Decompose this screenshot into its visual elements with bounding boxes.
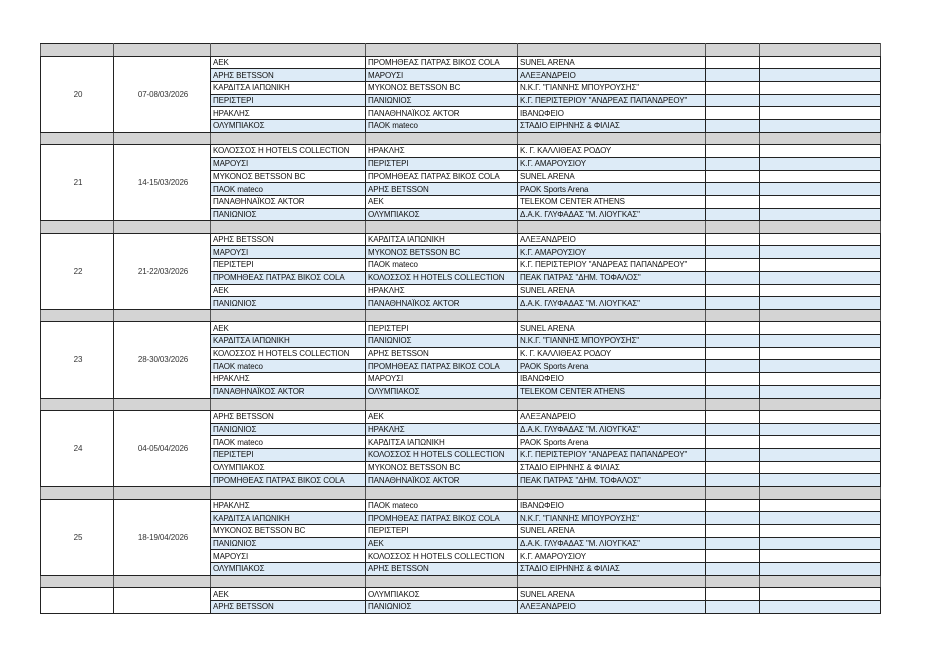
separator-cell [706, 398, 760, 411]
blank-cell [706, 461, 760, 474]
blank-cell [706, 233, 760, 246]
blank-cell [706, 449, 760, 462]
blank-cell [760, 259, 881, 272]
match-row [41, 56, 881, 69]
match-row [41, 588, 881, 601]
separator-row [41, 44, 881, 57]
away-team-cell: ΠΡΟΜΗΘΕΑΣ ΠΑΤΡΑΣ ΒΙΚΟΣ COLA [366, 512, 518, 525]
venue-cell: PAOK Sports Arena [518, 360, 706, 373]
blank-cell [760, 335, 881, 348]
away-team-cell: ΠΑΝΙΩΝΙΟΣ [366, 94, 518, 107]
separator-cell [518, 487, 706, 500]
blank-cell [760, 385, 881, 398]
blank-cell [706, 423, 760, 436]
separator-cell [41, 132, 114, 145]
away-team-cell: ΠΑΟΚ mateco [366, 259, 518, 272]
venue-cell: SUNEL ARENA [518, 56, 706, 69]
home-team-cell: ΠΑΝΑΘΗΝΑΪΚΟΣ AKTOR [211, 385, 366, 398]
blank-cell [760, 145, 881, 158]
home-team-cell: ΠΑΟΚ mateco [211, 360, 366, 373]
venue-cell: Κ.Γ. ΑΜΑΡΟΥΣΙΟΥ [518, 550, 706, 563]
home-team-cell: ΠΑΝΙΩΝΙΟΣ [211, 423, 366, 436]
blank-cell [760, 550, 881, 563]
blank-cell [760, 322, 881, 335]
separator-cell [518, 398, 706, 411]
home-team-cell: ΠΕΡΙΣΤΕΡΙ [211, 449, 366, 462]
blank-cell [760, 588, 881, 601]
venue-cell: PAOK Sports Arena [518, 183, 706, 196]
home-team-cell: ΠΑΝΑΘΗΝΑΪΚΟΣ AKTOR [211, 195, 366, 208]
venue-cell: Κ. Γ. ΚΑΛΛΙΘΕΑΣ ΡΟΔΟΥ [518, 347, 706, 360]
separator-cell [518, 575, 706, 588]
venue-cell: ΑΛΕΞΑΝΔΡΕΙΟ [518, 69, 706, 82]
blank-cell [706, 259, 760, 272]
blank-cell [760, 246, 881, 259]
away-team-cell: ΟΛΥΜΠΙΑΚΟΣ [366, 208, 518, 221]
blank-cell [706, 499, 760, 512]
match-row [41, 233, 881, 246]
blank-cell [760, 563, 881, 576]
blank-cell [760, 284, 881, 297]
venue-cell: ΣΤΑΔΙΟ ΕΙΡΗΝΗΣ & ΦΙΛΙΑΣ [518, 119, 706, 132]
round-number: 24 [41, 411, 114, 487]
venue-cell: Ν.Κ.Γ. "ΓΙΑΝΝΗΣ ΜΠΟΥΡΟΥΣΗΣ" [518, 335, 706, 348]
away-team-cell: ΠΑΝΙΩΝΙΟΣ [366, 600, 518, 613]
separator-cell [41, 309, 114, 322]
home-team-cell: ΑΡΗΣ BETSSON [211, 69, 366, 82]
venue-cell: PAOK Sports Arena [518, 436, 706, 449]
separator-cell [760, 575, 881, 588]
separator-cell [366, 575, 518, 588]
venue-cell: ΠΕΑΚ ΠΑΤΡΑΣ "ΔΗΜ. ΤΟΦΑΛΟΣ" [518, 271, 706, 284]
blank-cell [760, 461, 881, 474]
separator-cell [518, 44, 706, 57]
separator-cell [706, 44, 760, 57]
separator-cell [706, 309, 760, 322]
round-date: 14-15/03/2026 [114, 145, 211, 221]
away-team-cell: ΚΑΡΔΙΤΣΑ ΙΑΠΩΝΙΚΗ [366, 233, 518, 246]
blank-cell [706, 600, 760, 613]
away-team-cell: ΠΡΟΜΗΘΕΑΣ ΠΑΤΡΑΣ ΒΙΚΟΣ COLA [366, 56, 518, 69]
blank-cell [706, 107, 760, 120]
blank-cell [706, 119, 760, 132]
blank-cell [760, 347, 881, 360]
blank-cell [760, 436, 881, 449]
separator-cell [518, 221, 706, 234]
away-team-cell: ΑΡΗΣ BETSSON [366, 563, 518, 576]
venue-cell: Κ.Γ. ΠΕΡΙΣΤΕΡΙΟΥ "ΑΝΔΡΕΑΣ ΠΑΠΑΝΔΡΕΟΥ" [518, 259, 706, 272]
blank-cell [706, 69, 760, 82]
away-team-cell: ΟΛΥΜΠΙΑΚΟΣ [366, 588, 518, 601]
match-row [41, 145, 881, 158]
away-team-cell: ΚΑΡΔΙΤΣΑ ΙΑΠΩΝΙΚΗ [366, 436, 518, 449]
venue-cell: Ν.Κ.Γ. "ΓΙΑΝΝΗΣ ΜΠΟΥΡΟΥΣΗΣ" [518, 81, 706, 94]
separator-cell [211, 487, 366, 500]
round-number: 20 [41, 56, 114, 132]
separator-cell [366, 44, 518, 57]
round-date: 18-19/04/2026 [114, 499, 211, 575]
blank-cell [706, 284, 760, 297]
blank-cell [706, 183, 760, 196]
venue-cell: Κ. Γ. ΚΑΛΛΙΘΕΑΣ ΡΟΔΟΥ [518, 145, 706, 158]
home-team-cell: ΗΡΑΚΛΗΣ [211, 499, 366, 512]
away-team-cell: ΑΡΗΣ BETSSON [366, 347, 518, 360]
away-team-cell: ΚΟΛΟΣΣΟΣ Η HOTELS COLLECTION [366, 271, 518, 284]
blank-cell [706, 81, 760, 94]
away-team-cell: ΜΑΡΟΥΣΙ [366, 373, 518, 386]
separator-cell [518, 132, 706, 145]
separator-cell [366, 398, 518, 411]
away-team-cell: ΜΥΚΟΝΟΣ BETSSON BC [366, 246, 518, 259]
separator-cell [760, 221, 881, 234]
blank-cell [706, 322, 760, 335]
away-team-cell: ΠΑΝΑΘΗΝΑΪΚΟΣ AKTOR [366, 107, 518, 120]
home-team-cell: ΚΑΡΔΙΤΣΑ ΙΑΠΩΝΙΚΗ [211, 335, 366, 348]
separator-cell [114, 575, 211, 588]
separator-cell [706, 575, 760, 588]
home-team-cell: ΚΟΛΟΣΣΟΣ Η HOTELS COLLECTION [211, 347, 366, 360]
blank-cell [760, 499, 881, 512]
away-team-cell: ΚΟΛΟΣΣΟΣ Η HOTELS COLLECTION [366, 449, 518, 462]
blank-cell [760, 449, 881, 462]
match-row [41, 322, 881, 335]
venue-cell: ΑΛΕΞΑΝΔΡΕΙΟ [518, 233, 706, 246]
blank-cell [706, 246, 760, 259]
page-bottom-margin [0, 616, 950, 672]
home-team-cell: ΠΕΡΙΣΤΕΡΙ [211, 259, 366, 272]
blank-cell [760, 183, 881, 196]
separator-cell [706, 132, 760, 145]
blank-cell [706, 347, 760, 360]
away-team-cell: ΠΑΝΙΩΝΙΟΣ [366, 335, 518, 348]
home-team-cell: ΠΕΡΙΣΤΕΡΙ [211, 94, 366, 107]
away-team-cell: ΠΑΝΑΘΗΝΑΪΚΟΣ AKTOR [366, 474, 518, 487]
away-team-cell: ΠΑΟΚ mateco [366, 499, 518, 512]
away-team-cell: ΑΕΚ [366, 411, 518, 424]
venue-cell: ΑΛΕΞΑΝΔΡΕΙΟ [518, 411, 706, 424]
blank-cell [760, 525, 881, 538]
blank-cell [760, 600, 881, 613]
blank-cell [760, 474, 881, 487]
home-team-cell: ΟΛΥΜΠΙΑΚΟΣ [211, 461, 366, 474]
venue-cell: ΑΛΕΞΑΝΔΡΕΙΟ [518, 600, 706, 613]
fixture-schedule-table [40, 43, 881, 614]
separator-row [41, 132, 881, 145]
venue-cell: ΙΒΑΝΩΦΕΙΟ [518, 499, 706, 512]
separator-cell [211, 309, 366, 322]
away-team-cell: ΑΕΚ [366, 537, 518, 550]
venue-cell: Δ.Α.Κ. ΓΛΥΦΑΔΑΣ "Μ. ΛΙΟΥΓΚΑΣ" [518, 537, 706, 550]
away-team-cell: ΑΡΗΣ BETSSON [366, 183, 518, 196]
separator-cell [41, 221, 114, 234]
blank-cell [706, 474, 760, 487]
home-team-cell: ΑΕΚ [211, 322, 366, 335]
away-team-cell: ΟΛΥΜΠΙΑΚΟΣ [366, 385, 518, 398]
separator-cell [114, 44, 211, 57]
blank-cell [706, 360, 760, 373]
blank-cell [706, 170, 760, 183]
separator-row [41, 487, 881, 500]
round-date: 04-05/04/2026 [114, 411, 211, 487]
away-team-cell: ΗΡΑΚΛΗΣ [366, 284, 518, 297]
blank-cell [706, 271, 760, 284]
venue-cell: Ν.Κ.Γ. "ΓΙΑΝΝΗΣ ΜΠΟΥΡΟΥΣΗΣ" [518, 512, 706, 525]
home-team-cell: ΠΡΟΜΗΘΕΑΣ ΠΑΤΡΑΣ ΒΙΚΟΣ COLA [211, 271, 366, 284]
separator-row [41, 221, 881, 234]
venue-cell: Δ.Α.Κ. ΓΛΥΦΑΔΑΣ "Μ. ΛΙΟΥΓΚΑΣ" [518, 297, 706, 310]
separator-cell [114, 309, 211, 322]
blank-cell [760, 119, 881, 132]
venue-cell: Δ.Α.Κ. ΓΛΥΦΑΔΑΣ "Μ. ΛΙΟΥΓΚΑΣ" [518, 423, 706, 436]
blank-cell [706, 411, 760, 424]
venue-cell: ΙΒΑΝΩΦΕΙΟ [518, 373, 706, 386]
separator-row [41, 398, 881, 411]
home-team-cell: ΜΑΡΟΥΣΙ [211, 157, 366, 170]
blank-cell [760, 537, 881, 550]
blank-cell [706, 436, 760, 449]
home-team-cell: ΑΕΚ [211, 284, 366, 297]
separator-row [41, 575, 881, 588]
round-number: 25 [41, 499, 114, 575]
separator-cell [41, 398, 114, 411]
separator-cell [760, 398, 881, 411]
home-team-cell: ΑΕΚ [211, 588, 366, 601]
separator-cell [760, 487, 881, 500]
separator-cell [366, 132, 518, 145]
blank-cell [760, 271, 881, 284]
blank-cell [706, 94, 760, 107]
home-team-cell: ΠΑΝΙΩΝΙΟΣ [211, 297, 366, 310]
blank-cell [760, 157, 881, 170]
blank-cell [760, 195, 881, 208]
home-team-cell: ΜΑΡΟΥΣΙ [211, 550, 366, 563]
venue-cell: Κ.Γ. ΠΕΡΙΣΤΕΡΙΟΥ "ΑΝΔΡΕΑΣ ΠΑΠΑΝΔΡΕΟΥ" [518, 94, 706, 107]
venue-cell: Κ.Γ. ΑΜΑΡΟΥΣΙΟΥ [518, 157, 706, 170]
separator-cell [706, 221, 760, 234]
separator-cell [114, 487, 211, 500]
separator-cell [41, 44, 114, 57]
away-team-cell: ΜΥΚΟΝΟΣ BETSSON BC [366, 81, 518, 94]
home-team-cell: ΜΑΡΟΥΣΙ [211, 246, 366, 259]
away-team-cell: ΠΕΡΙΣΤΕΡΙ [366, 157, 518, 170]
home-team-cell: ΠΑΝΙΩΝΙΟΣ [211, 537, 366, 550]
blank-cell [706, 335, 760, 348]
separator-cell [760, 132, 881, 145]
blank-cell [706, 145, 760, 158]
round-date [114, 588, 211, 613]
blank-cell [760, 107, 881, 120]
separator-cell [114, 132, 211, 145]
home-team-cell: ΠΑΟΚ mateco [211, 183, 366, 196]
separator-row [41, 309, 881, 322]
separator-cell [211, 44, 366, 57]
blank-cell [760, 94, 881, 107]
blank-cell [760, 373, 881, 386]
home-team-cell: ΚΑΡΔΙΤΣΑ ΙΑΠΩΝΙΚΗ [211, 512, 366, 525]
home-team-cell: ΗΡΑΚΛΗΣ [211, 107, 366, 120]
venue-cell: ΠΕΑΚ ΠΑΤΡΑΣ "ΔΗΜ. ΤΟΦΑΛΟΣ" [518, 474, 706, 487]
blank-cell [706, 373, 760, 386]
separator-cell [760, 309, 881, 322]
venue-cell: SUNEL ARENA [518, 525, 706, 538]
home-team-cell: ΟΛΥΜΠΙΑΚΟΣ [211, 563, 366, 576]
separator-cell [114, 398, 211, 411]
home-team-cell: ΑΕΚ [211, 56, 366, 69]
round-date: 28-30/03/2026 [114, 322, 211, 398]
separator-cell [41, 575, 114, 588]
blank-cell [706, 588, 760, 601]
home-team-cell: ΠΑΟΚ mateco [211, 436, 366, 449]
blank-cell [760, 69, 881, 82]
round-number: 21 [41, 145, 114, 221]
round-number: 23 [41, 322, 114, 398]
match-row [41, 499, 881, 512]
away-team-cell: ΗΡΑΚΛΗΣ [366, 145, 518, 158]
match-row [41, 411, 881, 424]
away-team-cell: ΠΑΟΚ mateco [366, 119, 518, 132]
separator-cell [366, 221, 518, 234]
away-team-cell: ΠΕΡΙΣΤΕΡΙ [366, 525, 518, 538]
away-team-cell: ΗΡΑΚΛΗΣ [366, 423, 518, 436]
blank-cell [760, 512, 881, 525]
venue-cell: ΣΤΑΔΙΟ ΕΙΡΗΝΗΣ & ΦΙΛΙΑΣ [518, 563, 706, 576]
separator-cell [518, 309, 706, 322]
blank-cell [760, 233, 881, 246]
blank-cell [706, 195, 760, 208]
separator-cell [211, 132, 366, 145]
venue-cell: SUNEL ARENA [518, 588, 706, 601]
blank-cell [760, 56, 881, 69]
venue-cell: TELEKOM CENTER ATHENS [518, 195, 706, 208]
round-number: 22 [41, 233, 114, 309]
separator-cell [366, 309, 518, 322]
away-team-cell: ΠΡΟΜΗΘΕΑΣ ΠΑΤΡΑΣ ΒΙΚΟΣ COLA [366, 170, 518, 183]
home-team-cell: ΠΑΝΙΩΝΙΟΣ [211, 208, 366, 221]
away-team-cell: ΠΡΟΜΗΘΕΑΣ ΠΑΤΡΑΣ ΒΙΚΟΣ COLA [366, 360, 518, 373]
round-date: 07-08/03/2026 [114, 56, 211, 132]
away-team-cell: ΠΕΡΙΣΤΕΡΙ [366, 322, 518, 335]
separator-cell [366, 487, 518, 500]
venue-cell: ΣΤΑΔΙΟ ΕΙΡΗΝΗΣ & ΦΙΛΙΑΣ [518, 461, 706, 474]
home-team-cell: ΑΡΗΣ BETSSON [211, 233, 366, 246]
blank-cell [706, 512, 760, 525]
home-team-cell: ΗΡΑΚΛΗΣ [211, 373, 366, 386]
venue-cell: SUNEL ARENA [518, 284, 706, 297]
home-team-cell: ΚΑΡΔΙΤΣΑ ΙΑΠΩΝΙΚΗ [211, 81, 366, 94]
blank-cell [760, 208, 881, 221]
separator-cell [211, 221, 366, 234]
blank-cell [760, 360, 881, 373]
round-number [41, 588, 114, 613]
venue-cell: SUNEL ARENA [518, 322, 706, 335]
away-team-cell: ΑΕΚ [366, 195, 518, 208]
venue-cell: Κ.Γ. ΠΕΡΙΣΤΕΡΙΟΥ "ΑΝΔΡΕΑΣ ΠΑΠΑΝΔΡΕΟΥ" [518, 449, 706, 462]
venue-cell: Κ.Γ. ΑΜΑΡΟΥΣΙΟΥ [518, 246, 706, 259]
blank-cell [706, 550, 760, 563]
blank-cell [706, 385, 760, 398]
venue-cell: SUNEL ARENA [518, 170, 706, 183]
home-team-cell: ΚΟΛΟΣΣΟΣ Η HOTELS COLLECTION [211, 145, 366, 158]
blank-cell [706, 297, 760, 310]
home-team-cell: ΜΥΚΟΝΟΣ BETSSON BC [211, 170, 366, 183]
away-team-cell: ΜΑΡΟΥΣΙ [366, 69, 518, 82]
home-team-cell: ΜΥΚΟΝΟΣ BETSSON BC [211, 525, 366, 538]
home-team-cell: ΟΛΥΜΠΙΑΚΟΣ [211, 119, 366, 132]
blank-cell [706, 563, 760, 576]
blank-cell [706, 208, 760, 221]
blank-cell [760, 170, 881, 183]
blank-cell [760, 297, 881, 310]
blank-cell [706, 537, 760, 550]
blank-cell [706, 157, 760, 170]
venue-cell: Δ.Α.Κ. ΓΛΥΦΑΔΑΣ "Μ. ΛΙΟΥΓΚΑΣ" [518, 208, 706, 221]
blank-cell [760, 423, 881, 436]
home-team-cell: ΠΡΟΜΗΘΕΑΣ ΠΑΤΡΑΣ ΒΙΚΟΣ COLA [211, 474, 366, 487]
separator-cell [760, 44, 881, 57]
separator-cell [41, 487, 114, 500]
blank-cell [706, 56, 760, 69]
home-team-cell: ΑΡΗΣ BETSSON [211, 600, 366, 613]
venue-cell: TELEKOM CENTER ATHENS [518, 385, 706, 398]
away-team-cell: ΠΑΝΑΘΗΝΑΪΚΟΣ AKTOR [366, 297, 518, 310]
away-team-cell: ΜΥΚΟΝΟΣ BETSSON BC [366, 461, 518, 474]
home-team-cell: ΑΡΗΣ BETSSON [211, 411, 366, 424]
separator-cell [114, 221, 211, 234]
blank-cell [760, 81, 881, 94]
separator-cell [706, 487, 760, 500]
blank-cell [760, 411, 881, 424]
blank-cell [706, 525, 760, 538]
separator-cell [211, 575, 366, 588]
round-date: 21-22/03/2026 [114, 233, 211, 309]
away-team-cell: ΚΟΛΟΣΣΟΣ Η HOTELS COLLECTION [366, 550, 518, 563]
separator-cell [211, 398, 366, 411]
venue-cell: ΙΒΑΝΩΦΕΙΟ [518, 107, 706, 120]
